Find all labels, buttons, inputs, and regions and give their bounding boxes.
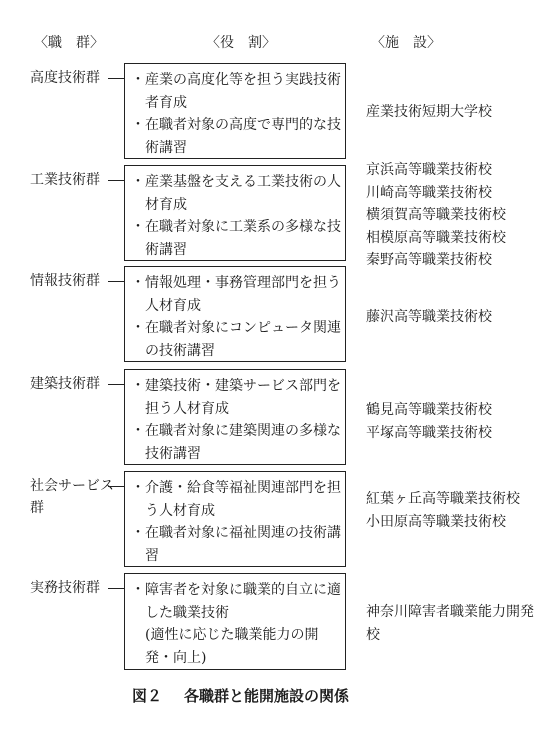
role-item: ・ 在職者対象に建築関連の多様な技術講習 <box>131 423 341 462</box>
group-label: 高度技術群 <box>30 70 100 86</box>
group-label: 工業技術群 <box>30 172 100 188</box>
facility-list <box>366 399 541 444</box>
figure-number: 図２ <box>132 687 163 705</box>
group-column-header: 〈職 群〉 <box>34 35 104 51</box>
role-note: (適性に応じた職業能力の開発・向上) <box>145 627 319 666</box>
facility-item: 産業技術短期大学校 <box>366 104 492 120</box>
connector-line <box>108 180 124 181</box>
facility-item: 神奈川障害者職業能力開発校 <box>366 604 534 643</box>
role-column-header: 〈役 割〉 <box>206 35 276 51</box>
facility-column-header: 〈施 設〉 <box>371 35 441 51</box>
role-item: ・ 建築技術・建築サービス部門を担う人材育成 <box>131 378 341 417</box>
connector-line <box>108 78 124 79</box>
figure-title: 各職群と能開施設の関係 <box>184 687 350 705</box>
connector-line <box>108 588 124 589</box>
facility-item: 京浜高等職業技術校 <box>366 162 492 178</box>
role-item: ・ 在職者対象にコンピュータ関連の技術講習 <box>131 320 341 359</box>
facility-list <box>366 601 541 646</box>
facility-item: 紅葉ヶ丘高等職業技術校 <box>366 491 520 507</box>
role-box <box>124 266 346 362</box>
facility-item: 相模原高等職業技術校 <box>366 229 506 246</box>
facility-item: 鶴見高等職業技術校 <box>366 402 492 418</box>
role-item: ・ 在職者対象の高度で専門的な技術講習 <box>131 117 341 156</box>
facility-item: 川崎高等職業技術校 <box>366 184 492 201</box>
role-box <box>124 63 346 159</box>
figure-caption <box>132 685 349 706</box>
facility-item: 横須賀高等職業技術校 <box>366 207 506 223</box>
role-box <box>124 573 346 670</box>
facility-item: 小田原高等職業技術校 <box>366 513 506 530</box>
facility-list <box>366 101 541 124</box>
role-box <box>124 471 346 567</box>
connector-line <box>108 384 124 385</box>
role-box <box>124 369 346 465</box>
role-box <box>124 165 346 261</box>
group-label: 建築技術群 <box>30 376 100 392</box>
role-item: ・ 在職者対象に工業系の多様な技術講習 <box>131 219 341 258</box>
role-item: ・ 情報処理・事務管理部門を担う人材育成 <box>131 275 341 314</box>
connector-line <box>108 281 124 282</box>
role-item: ・ 産業の高度化等を担う実践技術者育成 <box>131 72 341 111</box>
facility-list <box>366 488 541 533</box>
facility-item: 平塚高等職業技術校 <box>366 424 492 441</box>
facility-list <box>366 306 541 329</box>
facility-item: 藤沢高等職業技術校 <box>366 309 492 325</box>
group-label: 実務技術群 <box>30 580 100 596</box>
role-item: ・ 産業基盤を支える工業技術の人材育成 <box>131 174 341 213</box>
group-label: 社会サービス群 <box>30 478 114 516</box>
role-item: ・ 介護・給食等福祉関連部門を担う人材育成 <box>131 480 341 519</box>
facility-list <box>366 159 541 272</box>
facility-item: 秦野高等職業技術校 <box>366 252 492 268</box>
role-item: ・ 在職者対象に福祉関連の技術講習 <box>131 525 341 564</box>
group-label: 情報技術群 <box>30 273 100 289</box>
role-item: ・ 障害者を対象に職業的自立に適した職業技術 <box>131 582 341 621</box>
connector-line <box>108 486 124 487</box>
